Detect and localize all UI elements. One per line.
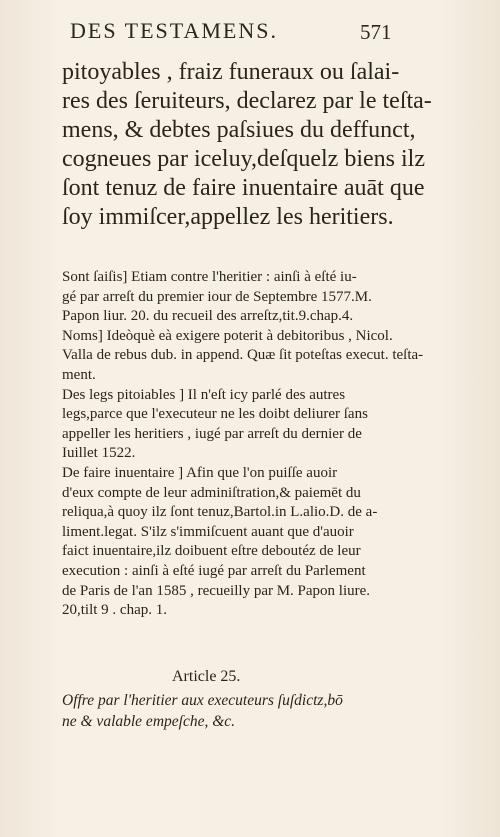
main-text-block: [62, 58, 432, 232]
note-line: Sont ſaiſis] Etiam contre l'heritier : ainſi à eſté iu-: [62, 269, 357, 285]
summary-line: ne & valable empeſche, &c.: [62, 713, 236, 730]
note-line: faict inuentaire,ilz doibuent eſtre deboutéz de leur: [62, 543, 361, 560]
note-line: appeller les heritiers , iugé par arreſt du dernier de: [62, 425, 362, 442]
main-text-line: cogneues par iceluy,deſquelz biens ilz: [62, 146, 425, 172]
note-line: Iuillet 1522.: [62, 445, 136, 462]
main-text-line: res des ſeruiteurs, declarez par le teſta-: [62, 88, 432, 114]
note-line: execution : ainſi à eſté iugé par arreſt du Parlement: [62, 562, 366, 579]
note-line: d'eux compte de leur adminiſtration,& paiemēt du: [62, 484, 361, 501]
note-line: Papon liur. 20. du recueil des arreſtz,tit.9.chap.4.: [62, 308, 354, 325]
summary-line: Offre par l'heritier aux executeurs ſuſdictz,bō: [62, 692, 343, 709]
article-summary: [62, 690, 392, 732]
running-title: DES TESTAMENS.: [70, 18, 278, 43]
main-text-line: ſoy immiſcer,appellez les heritiers.: [62, 204, 394, 230]
note-line: Noms] Ideòquè eà exigere poterit à debitoribus , Nicol.: [62, 327, 393, 344]
main-text-line: pitoyables , fraiz funeraux ou ſalai-: [62, 59, 400, 85]
main-text-line: mens, & debtes paſsiues du deffunct,: [62, 117, 416, 143]
page-number: 571: [360, 20, 392, 44]
commentary-notes: [62, 268, 436, 621]
page-header: [70, 18, 410, 52]
note-line: gé par arreſt du premier iour de Septembre 1577.M.: [62, 288, 372, 305]
note-line: reliqua,à quoy ilz ſont tenuz,Bartol.in L.alio.D. de a-: [62, 504, 378, 521]
note-line: ment.: [62, 366, 96, 383]
note-line: Des legs pitoiables ] Il n'eſt icy parlé des autres: [62, 386, 346, 403]
article-heading: Article 25.: [172, 668, 241, 685]
note-line: de Paris de l'an 1585 , recueilly par M. Papon liure.: [62, 582, 371, 599]
note-line: Valla de rebus dub. in append. Quæ ſit poteſtas execut. teſta-: [62, 347, 424, 364]
note-line: 20,tilt 9 . chap. 1.: [62, 602, 167, 619]
note-line: liment.legat. S'ilz s'immiſcuent auant que d'auoir: [62, 523, 354, 540]
note-line: De faire inuentaire ] Afin que l'on puiſſe auoir: [62, 464, 338, 481]
main-text-line: ſont tenuz de faire inuentaire auāt que: [62, 175, 425, 201]
note-line: legs,parce que l'executeur ne les doibt deliurer ſans: [62, 406, 368, 423]
